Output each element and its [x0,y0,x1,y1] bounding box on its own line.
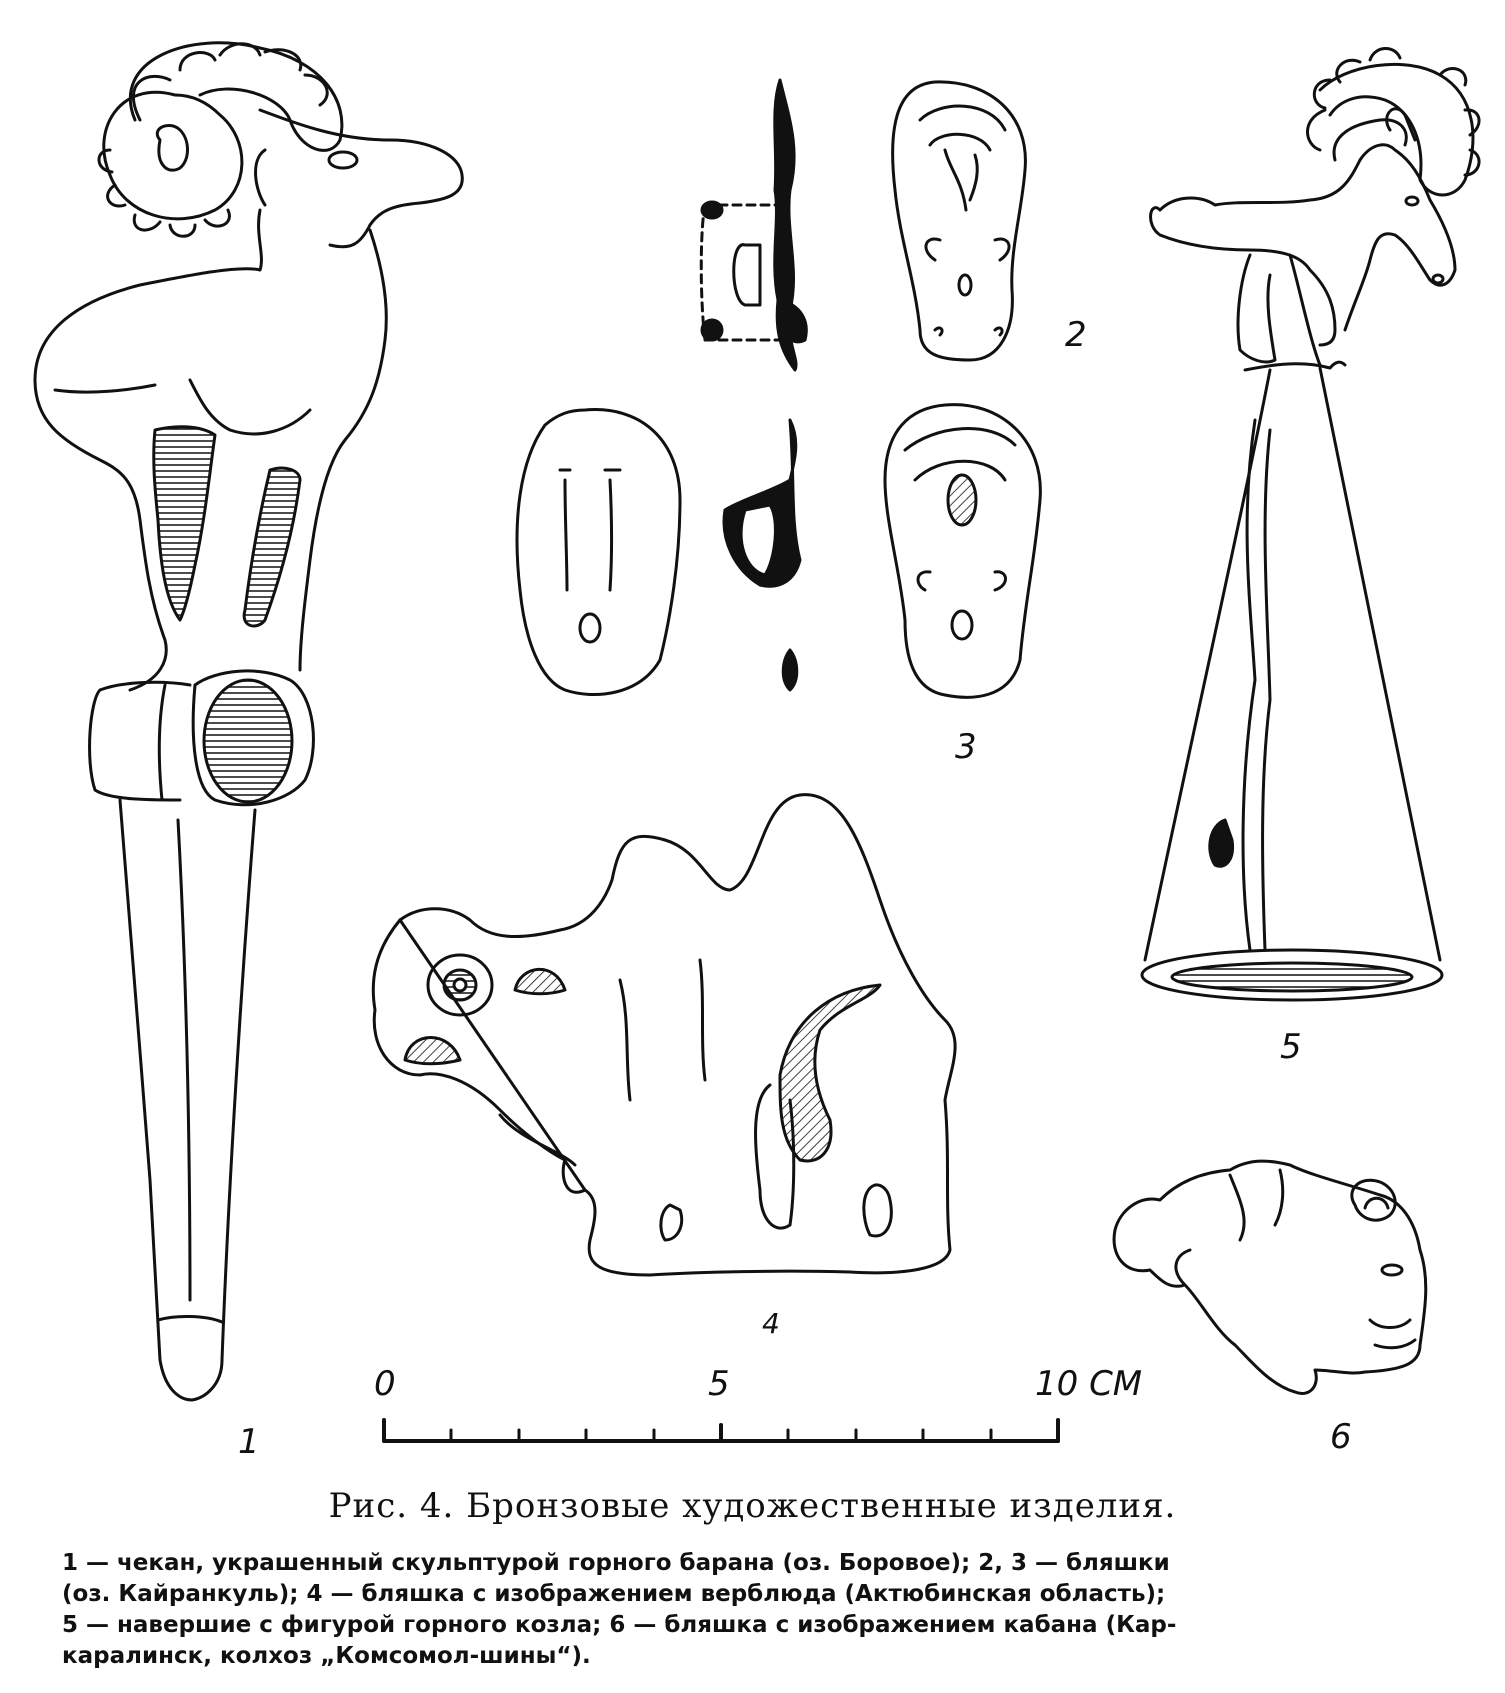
scale-label-0: 0 [374,1364,396,1404]
scale-label-5: 5 [708,1364,730,1404]
item-label-5: 5 [1280,1027,1302,1067]
item-3-plaque-drawing [517,405,1040,698]
caption-line: каралинск, колхоз „Комсомол-шины“). [62,1643,591,1669]
item-label-6: 6 [1330,1417,1352,1457]
item-label-3: 3 [955,727,977,767]
caption-line: 5 — навершие с фигурой горного козла; 6 — бляшка с изображением кабана (Кар- [62,1612,1177,1638]
figure-caption [62,1548,1447,1672]
item-label-4: 4 [762,1307,780,1340]
item-label-1: 1 [238,1422,260,1462]
item-4-camel-plaque-drawing [373,795,955,1275]
scale-bar [384,1420,1058,1441]
item-5-goat-finial-drawing [1142,48,1479,1000]
item-label-2: 2 [1065,315,1087,355]
caption-line: 1 — чекан, украшенный скульптурой горного барана (оз. Боровое); 2, 3 — бляшки [62,1550,1170,1576]
scale-label-10cm: 10 СМ [1035,1364,1143,1404]
figure-title: Рис. 4. Бронзовые художественные изделия. [328,1486,1177,1526]
item-2-plaque-drawing [701,80,1025,370]
item-1-ram-axe-drawing [35,43,462,1404]
item-6-boar-plaque-drawing [1114,1161,1426,1393]
caption-line: (оз. Кайранкуль); 4 — бляшка с изображением верблюда (Актюбинская область); [62,1581,1166,1607]
